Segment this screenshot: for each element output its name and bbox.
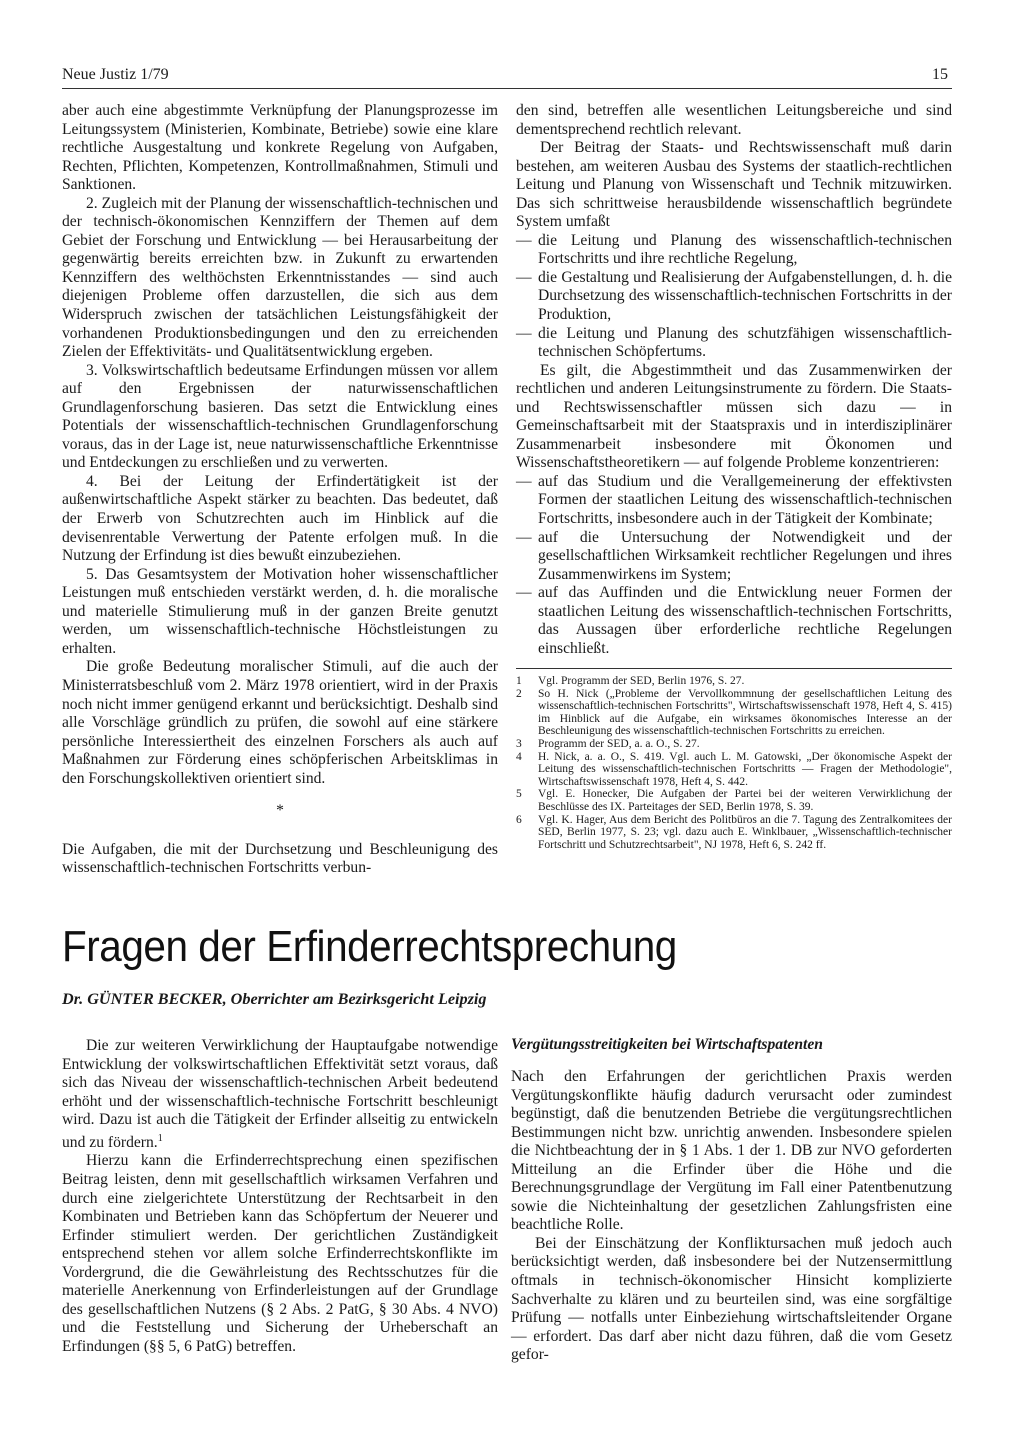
- top-right-column: [516, 102, 952, 658]
- footnote-text: Vgl. E. Honecker, Die Aufgaben der Partei bei der weiteren Verwirklichung der Beschlüsse des IX. Parteitages der SED, Berlin 1978, S. 39.: [538, 788, 952, 813]
- article-title: Fragen der Erfinderrechtsprechung: [62, 922, 677, 971]
- footnote-number: 6: [516, 813, 522, 826]
- paragraph: Der Beitrag der Staats- und Rechtswissenschaft muß darin bestehen, am weiteren Ausbau des Systems der staatlich-rechtlichen Leitung und Planung von Wissenschaft und Technik mitzuwirken. Das sich schrittweise herausbildende wissenschaftlich begründete System umfaßt: [516, 139, 952, 231]
- paragraph: [62, 1037, 498, 1152]
- page-header: [62, 66, 952, 89]
- footnote-ref: 1: [157, 1132, 163, 1144]
- footnote-number: 1: [516, 675, 522, 687]
- footnote-text: Vgl. K. Hager, Aus dem Bericht des Politbüros an die 7. Tagung des Zentralkomitees der SED, Berlin 1977, S. 23; vgl. dazu auch E. Winklbauer, „Wissenschaftlich-technischer Fortschritt und Schutzrechtsarbeit", NJ 1978, Heft 6, S. 242 ff.: [538, 813, 952, 851]
- paragraph: Nach den Erfahrungen der gerichtlichen Praxis werden Vergütungskonflikte häufig dadurch verursacht oder zumindest begünstigt, daß die benutzenden Betriebe die vergütungsrechtlichen Bestimmungen nicht bzw. unrichtig anwenden. Insbesondere spielen die Nichtbeachtung der in § 1 Abs. 1 der 1. DB zur NVO geforderten Mitteilung an die Erfinder über die Höhe und die Berechnungsgrundlage der Vergütung im Fall einer Patentbenutzung sowie die Nichteinhaltung der gesetzlichen Zahlungsfristen eine beachtliche Rolle.: [511, 1068, 952, 1234]
- paragraph: 2. Zugleich mit der Planung der wissenschaftlich-technischen und der technisch-ökonomischen Kennziffern der Themen auf dem Gebiet der Forschung und Entwicklung — bei Herausarbeitung der gegenwärtig bereits erreichten bzw. in Zukunft zu erwartenden Kennziffern des welthöchsten Erkenntnisstandes — sind auch diejenigen Probleme offen darzustellen, die sich aus dem Widerspruch zwischen der tatsächlichen Leistungsfähigkeit der vorhandenen Produktionsbedingungen und den zu erreichenden Zielen der Effektivitäts- und Qualitätsentwicklung ergeben.: [62, 194, 498, 361]
- footnote-text: H. Nick, a. a. O., S. 419. Vgl. auch L. M. Gatowski, „Der ökonomische Aspekt der Leitung des wissenschaftlich-technischen Fortschritts — Fragen der Methodologie", Wirtschaftswissenschaft 1978, Heft 4, S. 442.: [538, 750, 952, 788]
- paragraph: Bei der Einschätzung der Konfliktursachen muß jedoch auch berücksichtigt werden, daß insbesondere bei der Nutzensermittlung oftmals in technisch-ökonomischer Hinsicht komplizierte Sachverhalte zu klären und zu beurteilen sind, was eine sorgfältige Prüfung — notfalls unter Einbeziehung wirtschaftsleitender Organe — erfordert. Das darf aber nicht dazu führen, daß die vom Gesetz gefor-: [511, 1234, 952, 1364]
- section-subheading: Vergütungsstreitigkeiten bei Wirtschaftspatenten: [511, 1036, 823, 1053]
- paragraph: Es gilt, die Abgestimmtheit und das Zusammenwirken der rechtlichen und anderen Leitungsinstrumente zu fördern. Die Staats- und Rechtswissenschaftler müssen sich dazu — in Gemeinschaftsarbeit mit der Staatspraxis und in interdisziplinärer Zusammenarbeit insbesondere mit Ökonomen und Wissenschaftstheoretikern — auf folgende Probleme konzentrieren:: [516, 361, 952, 472]
- footnote-text: Vgl. Programm der SED, Berlin 1976, S. 27.: [538, 675, 745, 687]
- paragraph: 5. Das Gesamtsystem der Motivation hoher wissenschaftlicher Leistungen muß entschieden verstärkt werden, d. h. die moralische und materielle Stimulierung muß in der ganzen Breite genutzt werden, um wissenschaftlich-technische Höchstleistungen zu erhalten.: [62, 565, 498, 657]
- paragraph: Die große Bedeutung moralischer Stimuli, auf die auch der Ministerratsbeschluß vom 2. März 1978 orientiert, wird in der Praxis noch nicht immer genügend erkannt und berücksichtigt. Deshalb sind alle Vorschläge gründlich zu prüfen, die sowohl auf eine stärkere persönliche Interessiertheit des einzelnen Forschers als auch auf Maßnahmen zur Förderung eines schöpferischen Arbeitsklimas in den Forschungskollektiven orientiert sind.: [62, 658, 498, 787]
- page-number: 15: [932, 66, 948, 83]
- footnote-text: So H. Nick („Probleme der Vervollkommnung der gesellschaftlichen Leitung des wissenschaftlich-technischen Fortschritts", Wirtschaftswissenschaft 1978, Heft 4, S. 415) im Hinblick auf die Aufgabe, ein wirksames ökonomisches Interesse an der Beschleunigung des wissenschaftlich-technischen Fortschritts zu erreichen.: [538, 687, 952, 738]
- footnote-number: 4: [516, 750, 522, 763]
- paragraph-text: Die zur weiteren Verwirklichung der Hauptaufgabe notwendige Entwicklung der volkswirtschaftlichen Effektivität setzt voraus, daß sich das Niveau der wissenschaftlich-technischen Arbeit bedeutend erhöht und der wissenschaftlich-technische Fortschritt beschleunigt wird. Dazu ist auch die Tätigkeit der Erfinder allseitig zu entwickeln und zu fördern.: [62, 1037, 498, 1151]
- paragraph: aber auch eine abgestimmte Verknüpfung der Planungsprozesse im Leitungssystem (Ministerien, Kombinate, Betriebe) sowie eine klare rechtliche Ausgestaltung und konkrete Regelung von Aufgaben, Rechten, Pflichten, Kompetenzen, Kontrollmaßnahmen, Stimuli und Sanktionen.: [62, 102, 498, 194]
- list-item: — die Leitung und Planung des wissenschaftlich-technischen Fortschritts und ihre rechtliche Regelung,: [516, 232, 952, 269]
- top-left-column: [62, 102, 498, 878]
- list-item: — auf das Auffinden und die Entwicklung neuer Formen der staatlichen Leitung des wissenschaftlich-technischen Fortschritts, das Aussagen über erforderliche rechtliche Regelungen einschließt.: [516, 584, 952, 658]
- footnote-number: 2: [516, 687, 522, 700]
- footnotes: [516, 668, 952, 851]
- footnote: [516, 751, 952, 789]
- footnote-text: Programm der SED, a. a. O., S. 27.: [538, 737, 700, 750]
- bottom-left-column: [62, 1037, 498, 1356]
- list-item: — auf die Untersuchung der Notwendigkeit und der gesellschaftlichen Wirksamkeit rechtlicher Regelungen und ihres Zusammenwirkens im System;: [516, 529, 952, 585]
- paragraph: den sind, betreffen alle wesentlichen Leitungsbereiche und sind dementsprechend rechtlich relevant.: [516, 102, 952, 138]
- list-item: — die Leitung und Planung des schutzfähigen wissenschaftlich-technischen Schöpfertums.: [516, 325, 952, 362]
- footnote: [516, 814, 952, 852]
- paragraph: 3. Volkswirtschaftlich bedeutsame Erfindungen müssen vor allem auf den Ergebnissen der naturwissenschaftlichen Grundlagenforschung basieren. Das setzt die Entwicklung eines Potentials der wissenschaftlich-technischen Grundlagenforschung voraus, das in der Lage ist, neue naturwissenschaftliche Erkenntnisse und Entdeckungen zu erschließen und zu verwerten.: [62, 361, 498, 472]
- section-separator: *: [276, 802, 284, 820]
- paragraph: Hierzu kann die Erfinderrechtsprechung einen spezifischen Beitrag leisten, denn mit gesellschaftlich wirksamen Verfahren und durch eine zielgerichtete Unterstützung der Rechtsarbeit in den Kombinaten und Betrieben kann das Schöpfertum der Neuerer und Erfinder stimuliert werden. Der gerichtlichen Zuständigkeit entsprechend stehen vor allem solche Erfinderrechtskonflikte im Vordergrund, die die Gewährleistung des Rechtsschutzes für die materielle Anerkennung von Erfinderleistungen auf der Grundlage des gesellschaftlichen Nutzens (§ 2 Abs. 2 PatG, § 30 Abs. 4 NVO) und die Feststellung und Sicherung der Urheberschaft an Erfindungen (§§ 5, 6 PatG) betreffen.: [62, 1152, 498, 1355]
- footnote: [516, 675, 952, 688]
- footnote-number: 3: [516, 737, 522, 750]
- paragraph: Die Aufgaben, die mit der Durchsetzung und Beschleunigung des wissenschaftlich-technischen Fortschritts verbun-: [62, 840, 498, 877]
- bottom-right-column: [511, 1068, 952, 1365]
- paragraph: 4. Bei der Leitung der Erfindertätigkeit ist der außenwirtschaftliche Aspekt stärker zu beachten. Das bedeutet, daß der Erwerb von Schutzrechten auch im Hinblick auf die devisenrentable Verwertung der Patente erfolgen muß. In die Nutzung der Erfindung ist dies bewußt einzubeziehen.: [62, 472, 498, 565]
- journal-issue: Neue Justiz 1/79: [62, 66, 169, 83]
- footnote: [516, 788, 952, 813]
- article-byline: Dr. GÜNTER BECKER, Oberrichter am Bezirksgericht Leipzig: [62, 990, 487, 1008]
- list-item: — auf das Studium und die Verallgemeinerung der effektivsten Formen der staatlichen Leitung des wissenschaftlich-technischen Fortschritts, insbesondere auch in der Tätigkeit der Kombinate;: [516, 473, 952, 529]
- list-item: — die Gestaltung und Realisierung der Aufgabenstellungen, d. h. die Durchsetzung des wissenschaftlich-technischen Fortschritts in der Produktion,: [516, 269, 952, 325]
- footnote-number: 5: [516, 788, 522, 801]
- footnote: [516, 688, 952, 738]
- footnote: [516, 738, 952, 751]
